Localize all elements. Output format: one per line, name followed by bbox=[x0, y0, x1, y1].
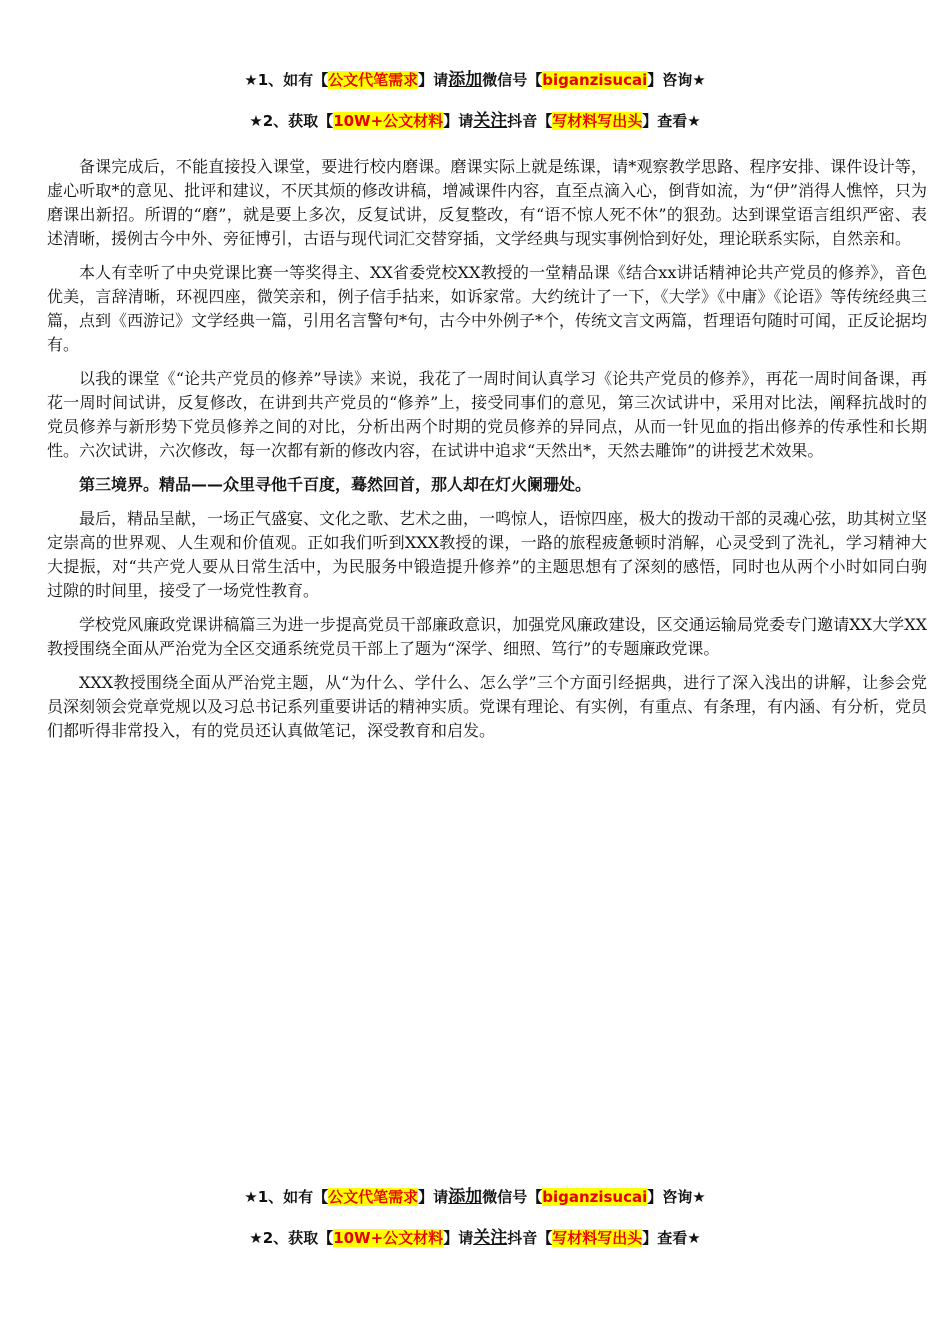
highlight-materials: 10W+公文材料 bbox=[333, 112, 444, 130]
banner-suffix: 】咨询★ bbox=[647, 71, 706, 89]
highlight-service: 公文代笔需求 bbox=[328, 71, 419, 89]
banner-text: 微信号【 bbox=[482, 1188, 543, 1206]
highlight-douyin-account: 写材料写出头 bbox=[552, 1229, 643, 1247]
banner-text: 抖音【 bbox=[507, 1229, 553, 1247]
banner-bottom-line-1 bbox=[0, 1186, 950, 1208]
banner-bottom-line-2 bbox=[0, 1227, 950, 1249]
highlight-materials: 10W+公文材料 bbox=[333, 1229, 444, 1247]
paragraph: 备课完成后，不能直接投入课堂，要进行校内磨课。磨课实际上就是练课，请*观察教学思路、程序安排、课件设计等，虚心听取*的意见、批评和建议，不厌其烦的修改讲稿，增减课件内容，直至点滴入心，倒背如流，为“伊”消得人憔悴，只为磨课出新招。所谓的“磨”，就是要上多次，反复试讲，反复整改，有“语不惊人死不休”的狠劲。达到课堂语言组织严密、表述清晰，援例古今中外、旁征博引，古语与现代词汇交替穿插，文学经典与现实事例恰到好处，理论联系实际，自然亲和。 bbox=[47, 157, 927, 248]
banner-suffix: 】咨询★ bbox=[647, 1188, 706, 1206]
highlight-douyin-account: 写材料写出头 bbox=[552, 112, 643, 130]
banner-text: 】请 bbox=[418, 1188, 449, 1206]
paragraph: 以我的课堂《“论共产党员的修养”导读》来说，我花了一周时间认真学习《论共产党员的修养》，再花一周时间备课，再花一周时间试讲，反复修改，在讲到共产党员的“修养”上，接受同事们的意见，第三次试讲中，采用对比法，阐释抗战时的党员修养与新形势下党员修养之间的对比，分析出两个时期的党员修养的异同点，从而一针见血的指出修养的传承性和长期性。六次试讲，六次修改，每一次都有新的修改内容，在试讲中追求“天然出*，天然去雕饰”的讲授艺术效果。 bbox=[47, 369, 927, 460]
banner-text: 】请 bbox=[443, 112, 474, 130]
paragraph: 本人有幸听了中央党课比赛一等奖得主、XX省委党校XX教授的一堂精品课《结合xx讲话精神论共产党员的修养》，音色优美，言辞清晰，环视四座，微笑亲和，例子信手拈来，如诉家常。大约统计了一下，《大学》《中庸》《论语》等传统经典三篇，点到《西游记》文学经典一篇，引用名言警句*句，古今中外例子*个，传统文言文两篇，哲理语句随时可闻，正反论据均有。 bbox=[47, 263, 928, 354]
paragraph: 最后，精品呈献，一场正气盛宴、文化之歌、艺术之曲，一鸣惊人，语惊四座，极大的拨动干部的灵魂心弦，助其树立坚定崇高的世界观、人生观和价值观。正如我们听到XXX教授的课，一路的旅程疲惫顿时消解，心灵受到了洗礼，学习精神大大提振，对“共产党人要从日常生活中，为民服务中锻造提升修养”的主题思想有了深刻的感悟，同时也从两个小时如同白驹过隙的时间里，接受了一场党性教育。 bbox=[47, 509, 928, 600]
emphasis-text: 添加 bbox=[448, 70, 483, 90]
banner-prefix: ★2、获取【 bbox=[249, 1229, 334, 1247]
banner-prefix: ★1、如有【 bbox=[244, 1188, 329, 1206]
banner-top-line-1 bbox=[0, 69, 950, 91]
banner-prefix: ★1、如有【 bbox=[244, 71, 329, 89]
emphasis-text: 添加 bbox=[448, 1187, 483, 1207]
paragraph: 学校党风廉政党课讲稿篇三为进一步提高党员干部廉政意识，加强党风廉政建设，区交通运输局党委专门邀请XX大学XX教授围绕全面从严治党为全区交通系统党员干部上了题为“深学、细照、笃行”的专题廉政党课。 bbox=[47, 615, 927, 658]
banner-text: 】请 bbox=[418, 71, 449, 89]
banner-prefix: ★2、获取【 bbox=[249, 112, 334, 130]
section-heading: 第三境界。精品——众里寻他千百度，蓦然回首，那人却在灯火阑珊处。 bbox=[79, 475, 592, 494]
banner-text: 抖音【 bbox=[507, 112, 553, 130]
banner-text: 】请 bbox=[443, 1229, 474, 1247]
highlight-wechat-id: biganzisucai bbox=[542, 71, 648, 89]
emphasis-text: 关注 bbox=[473, 1228, 508, 1248]
paragraph: XXX教授围绕全面从严治党主题，从“为什么、学什么、怎么学”三个方面引经据典，进行了深入浅出的讲解，让参会党员深刻领会党章党规以及习总书记系列重要讲话的精神实质。党课有理论、有实例，有重点、有条理，有内涵、有分析，党员们都听得非常投入，有的党员还认真做笔记，深受教育和启发。 bbox=[47, 673, 928, 740]
highlight-service: 公文代笔需求 bbox=[328, 1188, 419, 1206]
highlight-wechat-id: biganzisucai bbox=[542, 1188, 648, 1206]
emphasis-text: 关注 bbox=[473, 111, 508, 131]
banner-text: 微信号【 bbox=[482, 71, 543, 89]
banner-suffix: 】查看★ bbox=[642, 112, 701, 130]
banner-top-line-2 bbox=[0, 110, 950, 132]
banner-suffix: 】查看★ bbox=[642, 1229, 701, 1247]
document-body bbox=[47, 155, 927, 743]
